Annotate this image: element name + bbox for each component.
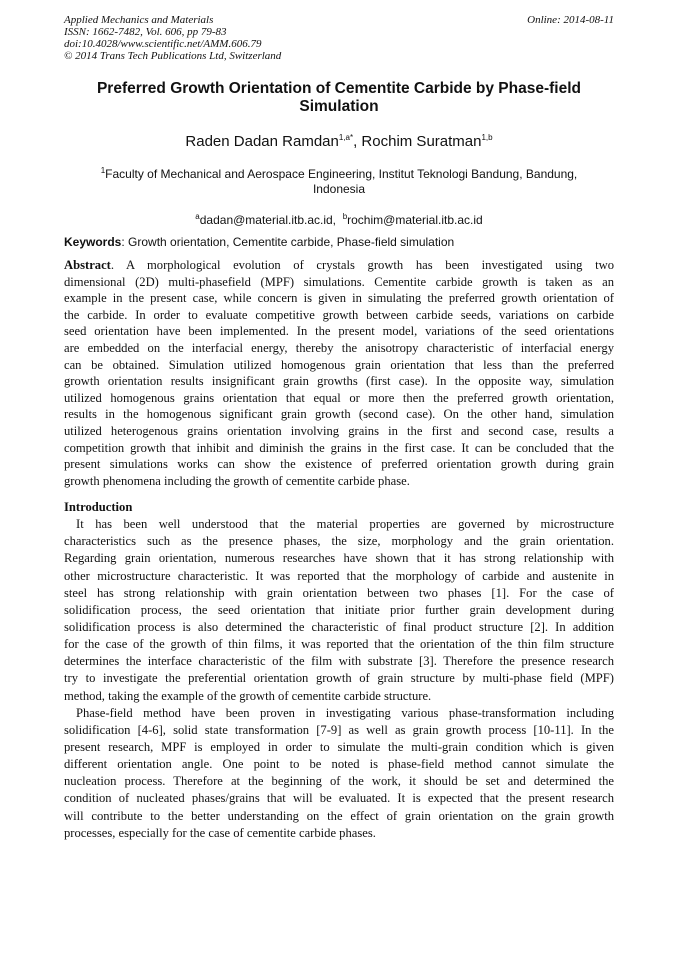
text-line: can be obtained. Simulation utilized homogenous grain orientation that less than the preferred	[64, 357, 614, 372]
text-line: dimensional (2D) multi-phasefield (MPF) simulations. Cementite carbide growth is taken as an	[64, 274, 614, 289]
paragraph-line	[64, 516, 614, 533]
paragraph-line	[64, 602, 614, 619]
text-line: are embedded on the interfacial energy, thereby the anisotropy characteristic of interfacial energy	[64, 340, 614, 355]
introduction-section	[64, 499, 614, 842]
text-line: Regarding grain orientation, numerous researches have shown that it has strong relationship with	[64, 551, 614, 566]
paragraph-line	[64, 808, 614, 825]
abstract-line	[64, 290, 614, 307]
text-line: nucleation process. Therefore at the beginning of the work, it should be set and determined the	[64, 774, 614, 789]
text-line: growth phenomena including the growth of cementite carbide phase.	[64, 473, 410, 488]
paragraph-line	[64, 756, 614, 773]
online-date: Online: 2014-08-11	[527, 14, 614, 26]
paragraph-line	[64, 773, 614, 790]
paragraph-line	[64, 670, 614, 687]
copyright-line: © 2014 Trans Tech Publications Ltd, Switzerland	[64, 50, 282, 62]
abstract	[64, 257, 614, 489]
abstract-line	[64, 390, 614, 407]
text-line: utilized homogenous grains orientation that equal or more then the preferred growth orientation,	[64, 390, 614, 405]
text-line: seed orientation have been implemented. In the present model, variations of the seed orientations	[64, 324, 614, 339]
abstract-line	[64, 423, 614, 440]
text-line: other microstructure characteristic. It was reported that the morphology of carbide and austenite in	[64, 568, 614, 583]
text-line: Phase-field method have been proven in investigating various phase-transformation including	[76, 705, 614, 720]
paragraph-line	[64, 825, 614, 842]
journal-name: Applied Mechanics and Materials	[64, 14, 214, 26]
text-line: will contribute to the better understanding on the effect of grain orientation on the grain growth	[64, 808, 614, 823]
paragraph-line	[64, 705, 614, 722]
text-line: solidification process is also determined the characteristic of final product structure [2]. In addition	[64, 619, 614, 634]
text-line: determines the interface characteristic of the film with substrate [3]. Therefore the presence research	[64, 654, 614, 669]
author-name: Rochim Suratman	[361, 133, 482, 150]
text-line: characteristics such as the presence phases, the size, morphology and the grain orientation.	[64, 534, 614, 549]
affiliation	[64, 167, 614, 197]
text-line: example in the present case, while concern is given in simulating the preferred growth orientation of	[64, 291, 614, 306]
keywords-text: : Growth orientation, Cementite carbide, Phase-field simulation	[121, 235, 455, 249]
paragraph-line	[64, 585, 614, 602]
text-line: It has been well understood that the material properties are governed by microstructure	[76, 517, 614, 532]
email-mark: a	[195, 212, 200, 221]
issn-line: ISSN: 1662-7482, Vol. 606, pp 79-83	[64, 26, 227, 38]
text-line: present research, MPF is employed in order to simulate the multi-grain condition which is given	[64, 739, 614, 754]
text-line: condition of nucleated phases/grains that will be evaluated. It is expected that the present research	[64, 791, 614, 806]
email-link[interactable]: dadan@material.itb.ac.id	[199, 213, 333, 227]
paragraph-line	[64, 619, 614, 636]
text-line: try to investigate the preferential orientation growth of grain structure by multi-phase field (MPF)	[64, 671, 614, 686]
paragraph-line	[64, 568, 614, 585]
abstract-line	[64, 257, 614, 274]
email-link[interactable]: rochim@material.itb.ac.id	[347, 213, 483, 227]
text-line: the carbide. In order to evaluate competitive growth between carbide seeds, variations on carbide	[64, 307, 614, 322]
text-line: utilized heterogenous grains orientation involving grains in the first and second case, results a	[64, 423, 614, 438]
text-line: method, taking the example of the growth of cementite carbide structure.	[64, 688, 432, 703]
author-list: Raden Dadan Ramdan$^{1,a*}$, Rochim Suratman$^{1,b}$	[185, 133, 493, 150]
abstract-line	[64, 274, 614, 291]
text-line: steel has strong relationship with grain orientation between two phases [1]. For the case of	[64, 585, 614, 600]
author-name: Raden Dadan Ramdan	[185, 133, 339, 150]
email-list: $^a$dadan@material.itb.ac.id, $^b$rochim@material.itb.ac.id	[195, 212, 483, 227]
paragraph-line	[64, 550, 614, 567]
abstract-label: Abstract	[64, 258, 111, 272]
text-line: solidification [4-6], solid state transformation [7-9] as well as grain growth process [10-11]. In the	[64, 722, 614, 737]
text-line: different orientation angle. One point to be noted is phase-field method cannot simulate the	[64, 757, 614, 772]
paragraph-line	[64, 636, 614, 653]
keywords	[64, 235, 454, 249]
title-line: Simulation	[299, 98, 379, 115]
text-line: processes, especially for the case of cementite carbide phases.	[64, 825, 376, 840]
author-affil-mark: 1,a*	[338, 133, 354, 142]
paragraph-line	[64, 688, 614, 705]
abstract-line	[64, 357, 614, 374]
paper-title	[64, 80, 614, 116]
paragraph-line	[64, 790, 614, 807]
affil-line: Faculty of Mechanical and Aerospace Engineering, Institut Teknologi Bandung, Bandung,	[105, 167, 578, 181]
keywords-label: Keywords	[64, 235, 122, 249]
doi-line: doi:10.4028/www.scientific.net/AMM.606.79	[64, 38, 262, 50]
title-line: Preferred Growth Orientation of Cementite Carbide by Phase-field	[96, 80, 582, 97]
affil-mark: 1	[100, 166, 106, 175]
journal-header	[64, 14, 281, 62]
text-line: present simulations works can show the existence of preferred orientation growth during grain	[64, 457, 614, 472]
abstract-line	[64, 406, 614, 423]
affil-line: Indonesia	[312, 182, 366, 196]
abstract-line	[64, 456, 614, 473]
paragraph-line	[64, 653, 614, 670]
abstract-line	[64, 373, 614, 390]
abstract-line	[64, 340, 614, 357]
email-mark: b	[342, 212, 348, 221]
paragraph-line	[64, 722, 614, 739]
paragraph-line	[64, 533, 614, 550]
abstract-line	[64, 323, 614, 340]
text-line: for the case of the growth of thin films, it was reported that the orientation of the thin film structure	[64, 637, 614, 652]
abstract-line	[64, 307, 614, 324]
abstract-line	[64, 440, 614, 457]
text-line: results in the homogenous significant grain growth (second case). On the other hand, simulation	[64, 407, 614, 422]
text-line: growth orientation results insignificant grain growths (first case). In the opposite way, simulation	[64, 374, 614, 389]
section-heading: Introduction	[64, 500, 133, 514]
text-line: solidification process, the seed orientation that initiate prior further grain development during	[64, 602, 614, 617]
text-line: competition growth that inhibit and diminish the grains in the first case. It can be concluded that the	[64, 440, 614, 455]
abstract-line	[64, 473, 614, 490]
paragraph-line	[64, 739, 614, 756]
text-line: . A morphological evolution of crystals growth has been investigated using two	[110, 258, 614, 272]
author-affil-mark: 1,b	[481, 133, 493, 142]
